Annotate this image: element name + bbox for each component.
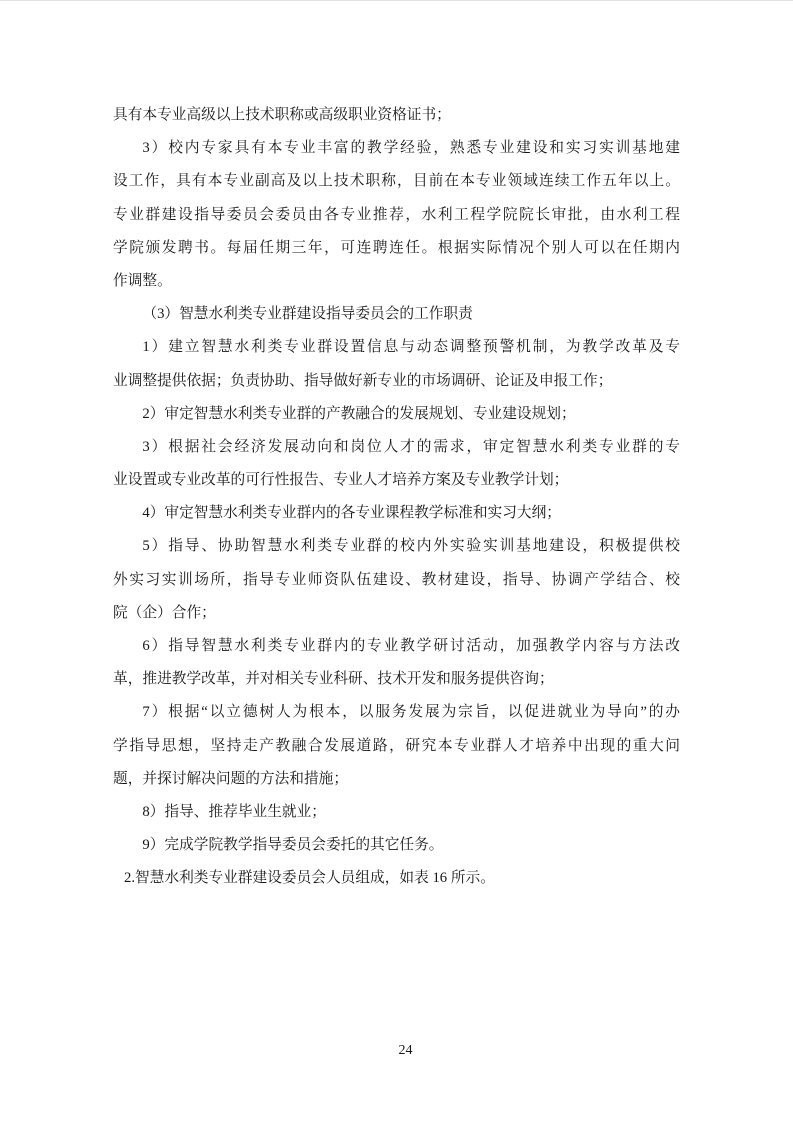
- document-body: [113, 99, 680, 896]
- text-line: 专业群建设指导委员会委员由各专业推荐，水利工程学院院长审批，由水利工程: [113, 206, 680, 223]
- text-line: 6）指导智慧水利类专业群内的专业教学研讨活动，加强教学内容与方法改: [142, 638, 680, 654]
- text-line: 业设置或专业改革的可行性报告、专业人才培养方案及专业教学计划；: [113, 472, 569, 489]
- text-line: 院（企）合作；: [113, 604, 216, 621]
- text-line: 学院颁发聘书。每届任期三年，可连聘连任。根据实际情况个别人可以在任期内: [113, 239, 680, 256]
- text-line: 2.智慧水利类专业群建设委员会人员组成，如表 16 所示。: [124, 870, 495, 887]
- text-line: 设工作，具有本专业副高及以上技术职称，目前在本专业领域连续工作五年以上。: [113, 173, 680, 190]
- page-number: 24: [398, 1043, 413, 1058]
- text-line: 学指导思想，坚持走产教融合发展道路，研究本专业群人才培养中出现的重大问: [113, 737, 680, 754]
- text-line: 革，推进教学改革，并对相关专业科研、技术开发和服务提供咨询；: [113, 671, 554, 688]
- text-line: 外实习实训场所，指导专业师资队伍建设、教材建设，指导、协调产学结合、校: [113, 571, 680, 588]
- text-line: 5）指导、协助智慧水利类专业群的校内外实验实训基地建设，积极提供校: [142, 538, 680, 555]
- text-line: 作调整。: [113, 272, 172, 289]
- text-line: 9）完成学院教学指导委员会委托的其它任务。: [142, 837, 444, 854]
- text-line: 业调整提供依据；负责协助、指导做好新专业的市场调研、论证及申报工作；: [113, 372, 613, 389]
- text-line: 3）根据社会经济发展动向和岗位人才的需求，审定智慧水利类专业群的专: [142, 438, 680, 455]
- text-line: （3）智慧水利类专业群建设指导委员会的工作职责: [142, 306, 473, 323]
- text-line: 3）校内专家具有本专业丰富的教学经验，熟悉专业建设和实习实训基地建: [142, 140, 680, 157]
- text-line: 2）审定智慧水利类专业群的产教融合的发展规划、专业建设规划；: [142, 405, 576, 422]
- text-line: 题，并探讨解决问题的方法和措施；: [113, 770, 349, 787]
- text-line: 1）建立智慧水利类专业群设置信息与动态调整预警机制，为教学改革及专: [142, 339, 680, 356]
- text-line: 8）指导、推荐毕业生就业；: [142, 803, 326, 820]
- text-line: 7）根据“以立德树人为根本，以服务发展为宗旨，以促进就业为导向”的办: [142, 704, 680, 721]
- text-line: 具有本专业高级以上技术职称或高级职业资格证书；: [113, 107, 451, 123]
- text-line: 4）审定智慧水利类专业群内的各专业课程教学标准和实习大纲；: [142, 505, 561, 522]
- page-footer: [0, 1041, 793, 1061]
